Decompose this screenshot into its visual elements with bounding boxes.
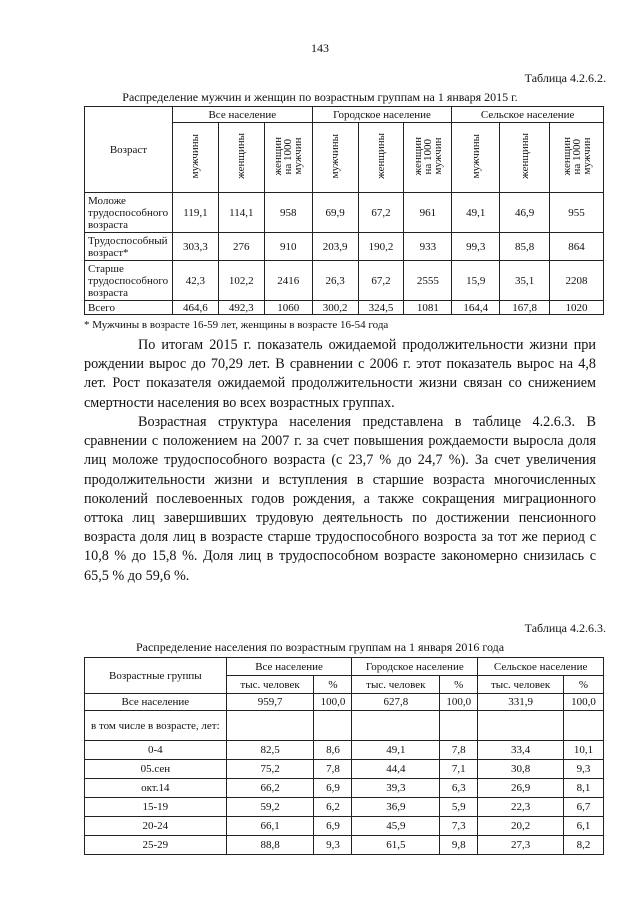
table-title: Распределение мужчин и женщин по возрастным группам на 1 января 2015 г. xyxy=(122,90,518,104)
column-header: тыс. человек xyxy=(226,676,314,694)
table-cell: 6,1 xyxy=(564,817,604,836)
group-header: Все население xyxy=(226,658,352,676)
table-cell: 864 xyxy=(550,233,604,261)
age-groups-table xyxy=(84,657,604,855)
table-row xyxy=(85,711,604,741)
table-cell: 276 xyxy=(218,233,264,261)
table-cell xyxy=(314,711,352,741)
body-paragraph: Возрастная структура населения представлена в таблице 4.2.6.3. В сравнении с положением на 2007 г. за счет повышения рождаемости выросла доля лиц моложе трудоспособного возраста (с 23,7 % до 24,7 %). За счет увеличения продолжительности жизни и вступления в старшие возраста многочисленных поколений послевоенных годов рождения, а также сокращения миграционного оттока лиц завершивших трудовую деятельность по достижении пенсионного возраста доля лиц в возрасте старше трудоспособного возроста за тот же период с 10,8 % до 15,8 %. Доля лиц в трудоспособном возрасте закономерно снизилась с 65,5 % до 59,6 %. xyxy=(84,414,596,584)
table-cell: 7,8 xyxy=(314,760,352,779)
group-header: Сельское население xyxy=(478,658,604,676)
table-cell: 8,1 xyxy=(564,779,604,798)
table-cell: 959,7 xyxy=(226,694,314,711)
table-cell: 102,2 xyxy=(218,261,264,301)
row-label: 25-29 xyxy=(85,836,227,855)
table-cell: 7,3 xyxy=(440,817,478,836)
column-header: тыс. человек xyxy=(352,676,440,694)
table-cell: 10,1 xyxy=(564,741,604,760)
table-cell: 492,3 xyxy=(218,301,264,315)
row-label: Все население xyxy=(85,694,227,711)
table-cell: 7,1 xyxy=(440,760,478,779)
table-cell: 9,3 xyxy=(314,836,352,855)
table-cell: 42,3 xyxy=(172,261,218,301)
table-row xyxy=(85,694,604,711)
table-cell: 2416 xyxy=(264,261,312,301)
table-cell: 7,8 xyxy=(440,741,478,760)
group-header: Все население xyxy=(172,107,312,123)
column-header: тыс. человек xyxy=(478,676,564,694)
table-cell xyxy=(478,711,564,741)
row-label: Старше трудоспособного возраста xyxy=(85,261,173,301)
table-cell: 164,4 xyxy=(452,301,500,315)
table-cell: 61,5 xyxy=(352,836,440,855)
table-cell: 100,0 xyxy=(440,694,478,711)
table-cell: 910 xyxy=(264,233,312,261)
table-cell: 20,2 xyxy=(478,817,564,836)
column-header: женщин на 1000 мужчин xyxy=(411,136,444,176)
table-cell: 2208 xyxy=(550,261,604,301)
table-cell: 464,6 xyxy=(172,301,218,315)
table-cell: 203,9 xyxy=(312,233,358,261)
table-cell: 6,9 xyxy=(314,779,352,798)
row-label: 15-19 xyxy=(85,798,227,817)
row-label: Трудоспособный возраст* xyxy=(85,233,173,261)
table-corner-header: Возрастные группы xyxy=(85,658,227,694)
table-label: Таблица 4.2.6.3. xyxy=(524,621,606,635)
table-row xyxy=(85,817,604,836)
group-header: Городское население xyxy=(352,658,478,676)
table-corner-header: Возраст xyxy=(85,107,173,193)
group-header: Городское население xyxy=(312,107,452,123)
table-cell: 27,3 xyxy=(478,836,564,855)
table-cell: 190,2 xyxy=(358,233,404,261)
table-cell: 114,1 xyxy=(218,193,264,233)
table-cell: 933 xyxy=(404,233,452,261)
table-cell: 59,2 xyxy=(226,798,314,817)
table-cell xyxy=(564,711,604,741)
table-footnote: * Мужчины в возрасте 16-59 лет, женщины в возрасте 16-54 года xyxy=(84,319,389,331)
table-cell: 49,1 xyxy=(452,193,500,233)
table-cell: 9,8 xyxy=(440,836,478,855)
column-header: женщины xyxy=(374,133,387,179)
row-label: окт.14 xyxy=(85,779,227,798)
column-header: женщин на 1000 мужчин xyxy=(272,136,305,176)
table-cell: 5,9 xyxy=(440,798,478,817)
table-cell: 15,9 xyxy=(452,261,500,301)
table-cell: 9,3 xyxy=(564,760,604,779)
table-cell: 66,1 xyxy=(226,817,314,836)
table-cell: 45,9 xyxy=(352,817,440,836)
table-cell: 99,3 xyxy=(452,233,500,261)
table-cell: 44,4 xyxy=(352,760,440,779)
column-header: женщин на 1000 мужчин xyxy=(560,136,593,176)
table-label: Таблица 4.2.6.2. xyxy=(524,71,606,85)
table-cell xyxy=(440,711,478,741)
table-cell xyxy=(226,711,314,741)
table-cell: 67,2 xyxy=(358,193,404,233)
table-cell: 22,3 xyxy=(478,798,564,817)
table-cell: 627,8 xyxy=(352,694,440,711)
table-title: Распределение населения по возрастным группам на 1 января 2016 года xyxy=(135,640,505,654)
table-cell: 75,2 xyxy=(226,760,314,779)
row-label: 0-4 xyxy=(85,741,227,760)
table-cell: 66,2 xyxy=(226,779,314,798)
table-cell: 955 xyxy=(550,193,604,233)
table-row xyxy=(85,798,604,817)
table-cell: 30,8 xyxy=(478,760,564,779)
table-row xyxy=(85,301,604,315)
table-row xyxy=(85,836,604,855)
table-cell: 167,8 xyxy=(500,301,550,315)
table-cell: 82,5 xyxy=(226,741,314,760)
table-cell: 8,6 xyxy=(314,741,352,760)
table-cell: 2555 xyxy=(404,261,452,301)
column-header: % xyxy=(564,676,604,694)
table-cell: 8,2 xyxy=(564,836,604,855)
table-cell: 49,1 xyxy=(352,741,440,760)
row-label: 20-24 xyxy=(85,817,227,836)
body-paragraph: По итогам 2015 г. показатель ожидаемой продолжительности жизни при рождении вырос до 70,29 лет. В сравнении с 2006 г. этот показатель вырос на 4,8 лет. Рост показателя ожидаемой продолжительности жизни связан со снижением смертности населения во всех возрастных группах. xyxy=(84,337,596,411)
column-header: мужчины xyxy=(469,133,482,179)
table-cell: 6,2 xyxy=(314,798,352,817)
table-cell: 26,9 xyxy=(478,779,564,798)
table-cell: 6,7 xyxy=(564,798,604,817)
table-cell: 35,1 xyxy=(500,261,550,301)
table-row xyxy=(85,261,604,301)
table-cell: 303,3 xyxy=(172,233,218,261)
table-cell: 6,3 xyxy=(440,779,478,798)
table-cell: 100,0 xyxy=(564,694,604,711)
table-cell: 1081 xyxy=(404,301,452,315)
column-header: % xyxy=(314,676,352,694)
table-row xyxy=(85,760,604,779)
table-cell: 67,2 xyxy=(358,261,404,301)
age-gender-table xyxy=(84,106,604,315)
table-cell: 26,3 xyxy=(312,261,358,301)
table-cell: 1060 xyxy=(264,301,312,315)
row-label: Моложе трудоспособного возраста xyxy=(85,193,173,233)
table-cell: 46,9 xyxy=(500,193,550,233)
table-cell: 331,9 xyxy=(478,694,564,711)
column-header: женщины xyxy=(235,133,248,179)
group-header: Сельское население xyxy=(452,107,604,123)
table-cell: 324,5 xyxy=(358,301,404,315)
table-cell: 300,2 xyxy=(312,301,358,315)
page-number: 143 xyxy=(311,41,329,55)
column-header: женщины xyxy=(518,133,531,179)
table-cell: 88,8 xyxy=(226,836,314,855)
column-header: % xyxy=(440,676,478,694)
column-header: мужчины xyxy=(189,133,202,179)
table-row xyxy=(85,741,604,760)
table-cell: 119,1 xyxy=(172,193,218,233)
column-header: мужчины xyxy=(329,133,342,179)
table-cell: 39,3 xyxy=(352,779,440,798)
table-cell: 6,9 xyxy=(314,817,352,836)
table-cell: 100,0 xyxy=(314,694,352,711)
table-cell: 85,8 xyxy=(500,233,550,261)
table-cell: 958 xyxy=(264,193,312,233)
table-cell: 69,9 xyxy=(312,193,358,233)
table-row xyxy=(85,233,604,261)
row-label: в том числе в возрасте, лет: xyxy=(85,711,227,741)
table-cell: 33,4 xyxy=(478,741,564,760)
table-cell: 1020 xyxy=(550,301,604,315)
table-row xyxy=(85,193,604,233)
table-cell xyxy=(352,711,440,741)
table-cell: 961 xyxy=(404,193,452,233)
table-cell: 36,9 xyxy=(352,798,440,817)
row-label: Всего xyxy=(85,301,173,315)
row-label: 05.сен xyxy=(85,760,227,779)
table-row xyxy=(85,779,604,798)
